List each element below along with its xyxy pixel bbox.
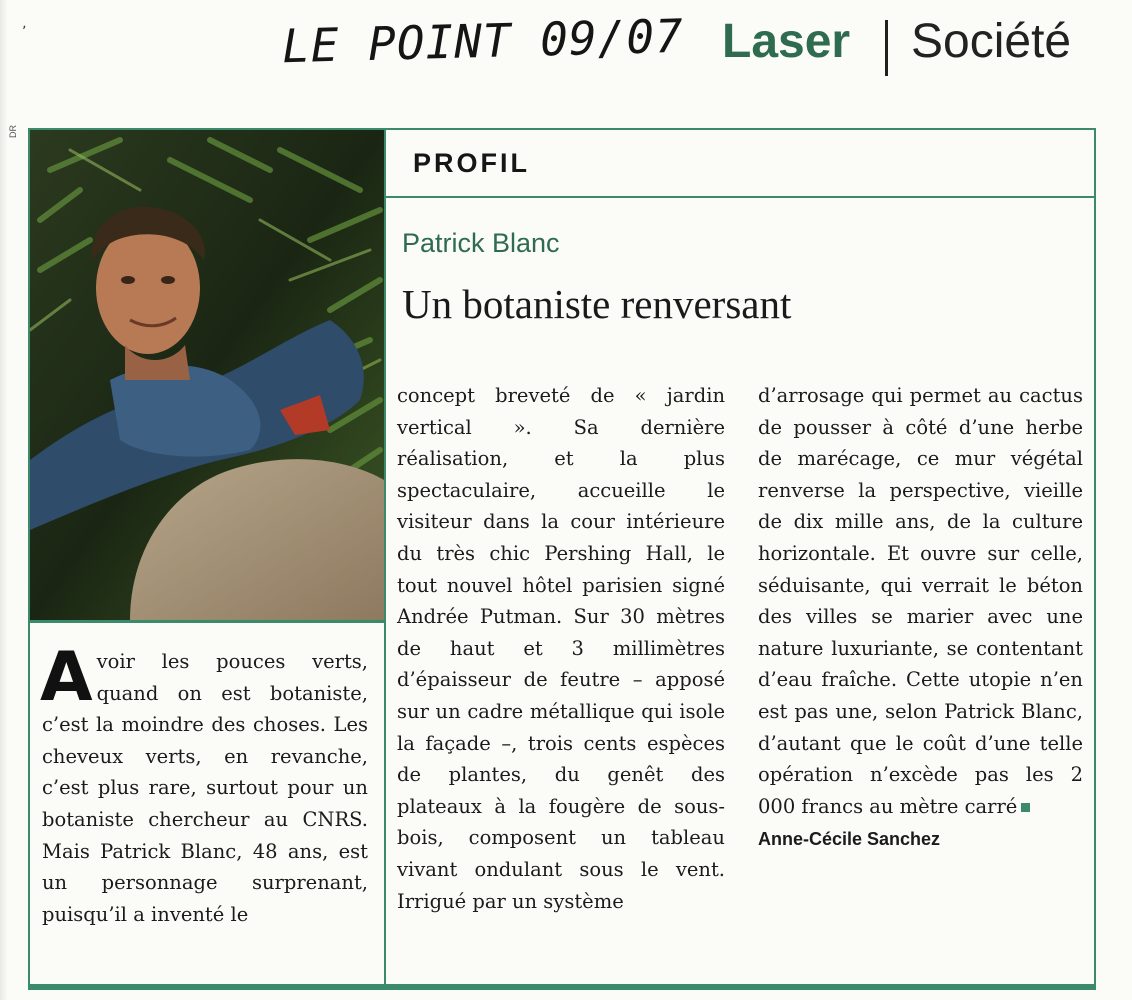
portrait-illustration xyxy=(30,130,384,620)
pen-mark: ʼ xyxy=(22,24,27,40)
profil-rule xyxy=(386,196,1094,198)
header-separator xyxy=(885,20,888,76)
column-2-text: concept breveté de « jardin vertical ». Sa dernière réalisation, et la plus spectaculaire, accueille le visiteur dans la cour intérieure du très chic Pershing Hall, le tout nouvel hôtel parisien signé Andrée Putman. Sur 30 mètres de haut et 3 millimètres d’épaisseur de feutre – apposé sur un cadre métallique qui isole la façade –, trois cents espèces de plantes, du genêt des plateaux à la fougère de sous-bois, composent un tableau vivant ondulant sous le vent. Irrigué par un système xyxy=(397,384,725,913)
article-headline: Un botaniste renversant xyxy=(402,281,792,327)
section-title: Laser xyxy=(722,15,851,68)
portrait-photo xyxy=(30,130,384,620)
rubric-title: Société xyxy=(911,15,1072,68)
byline: Anne-Cécile Sanchez xyxy=(758,829,941,850)
article-kicker: Patrick Blanc xyxy=(402,228,560,258)
drop-cap: A xyxy=(40,638,93,717)
article-column-1 xyxy=(40,638,368,930)
handwritten-note: LE POINT 09/07 xyxy=(281,8,685,74)
column-1-text: voir les pouces verts, quand on est botaniste, c’est la moindre des choses. Les cheveux verts, en revanche, c’est plus rare, surtout pour un botaniste chercheur au CNRS. Mais Patrick Blanc, 48 ans, est un personnage surprenant, puisqu’il a inventé le xyxy=(42,650,368,926)
scan-edge xyxy=(0,0,8,1000)
profile-label: PROFIL xyxy=(413,148,530,178)
article-column-3 xyxy=(758,380,1083,856)
photo-credit: DR xyxy=(8,125,18,138)
column-divider xyxy=(384,130,386,986)
article-column-2 xyxy=(397,380,725,917)
bottom-rule xyxy=(28,986,1096,990)
photo-rule xyxy=(30,620,384,623)
column-3-text: d’arrosage qui permet au cactus de pousser à côté d’une herbe de marécage, ce mur végétal renverse la perspective, vieille de dix mille ans, de la culture horizontale. Et ouvre sur celle, séduisante, qui verrait le béton des villes se marier avec une nature luxuriante, se contentant d’eau fraîche. Cette utopie n’en est pas une, selon Patrick Blanc, d’autant que le coût d’une telle opération n’excède pas les 2 000 francs au mètre carré xyxy=(758,384,1083,818)
end-mark-icon xyxy=(1021,803,1030,812)
